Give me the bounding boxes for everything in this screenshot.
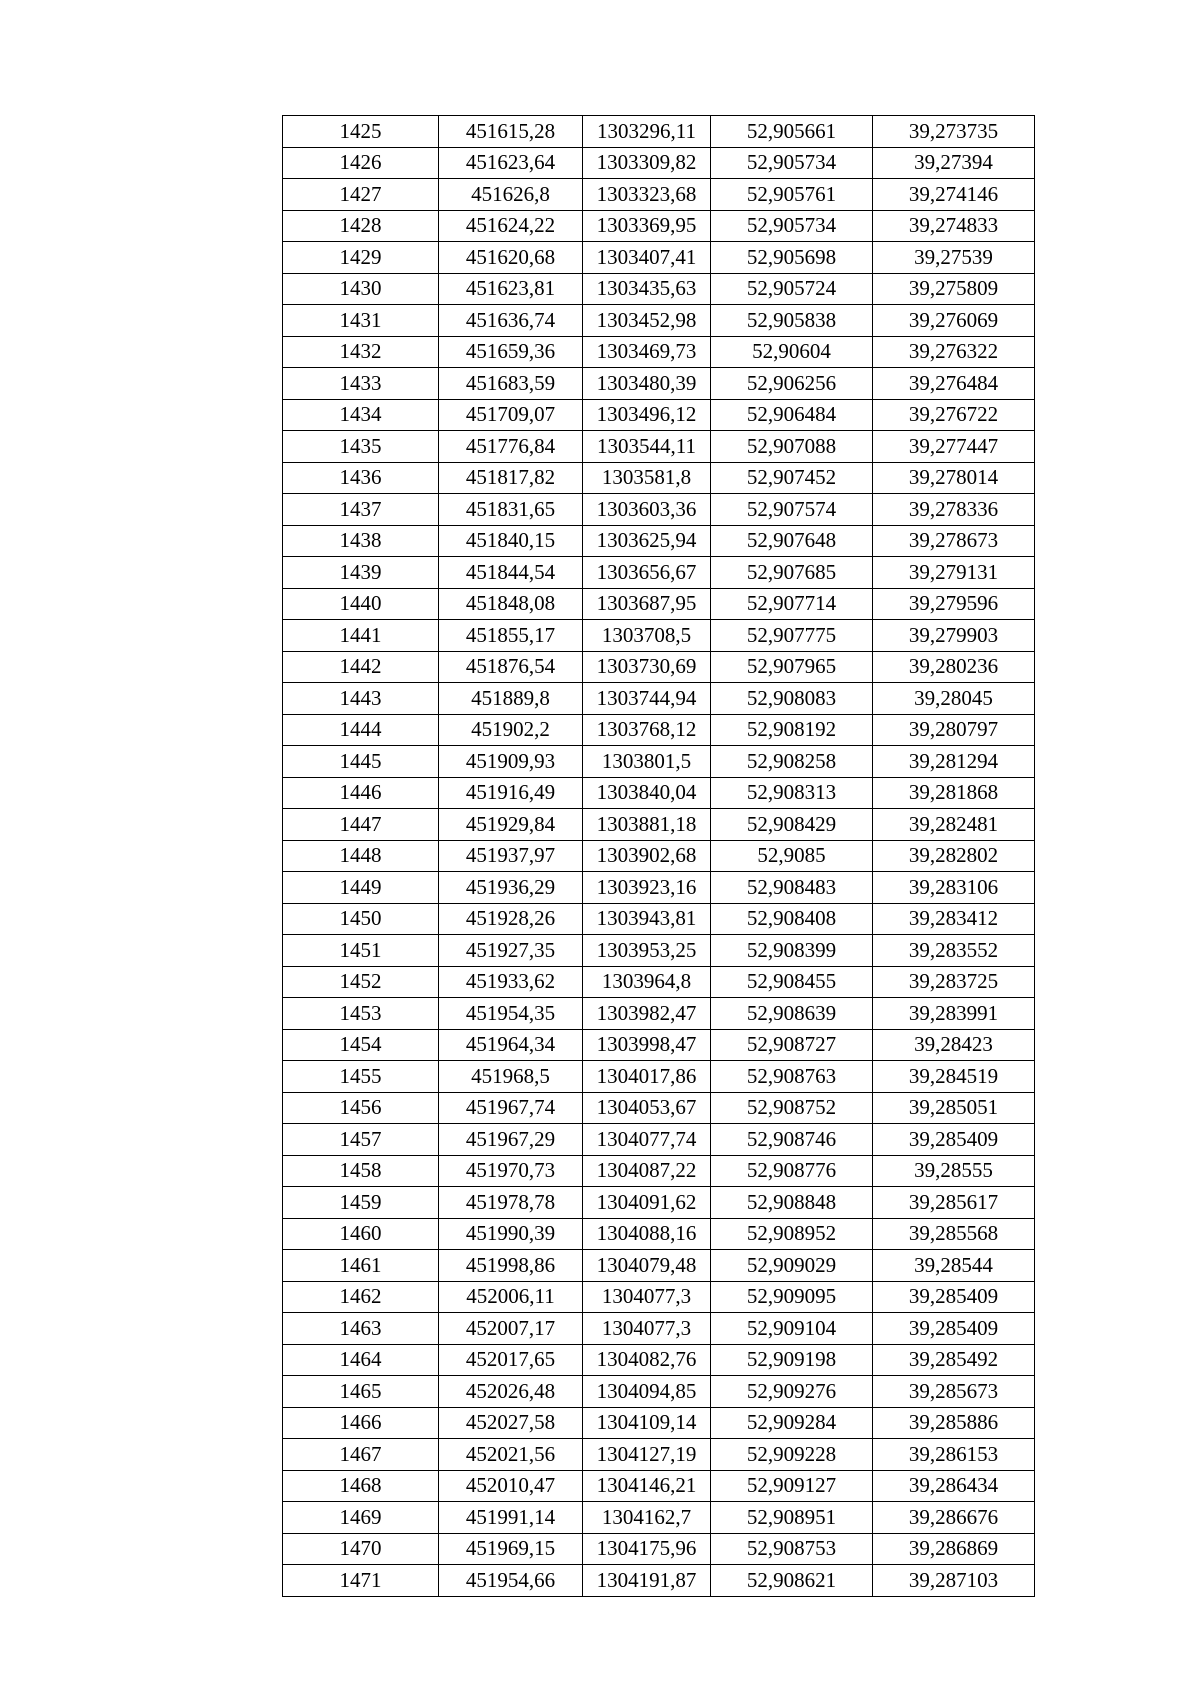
latitude-cell: 52,908752 — [711, 1092, 873, 1124]
point-number-cell: 1450 — [283, 903, 439, 935]
point-number-cell: 1469 — [283, 1502, 439, 1534]
x-coordinate-cell: 451623,64 — [439, 147, 583, 179]
x-coordinate-cell: 451615,28 — [439, 116, 583, 148]
latitude-cell: 52,906484 — [711, 399, 873, 431]
longitude-cell: 39,284519 — [873, 1061, 1035, 1093]
longitude-cell: 39,277447 — [873, 431, 1035, 463]
table-row — [283, 462, 1035, 494]
longitude-cell: 39,274146 — [873, 179, 1035, 211]
x-coordinate-cell: 451967,74 — [439, 1092, 583, 1124]
point-number-cell: 1451 — [283, 935, 439, 967]
point-number-cell: 1439 — [283, 557, 439, 589]
latitude-cell: 52,909198 — [711, 1344, 873, 1376]
point-number-cell: 1467 — [283, 1439, 439, 1471]
x-coordinate-cell: 451969,15 — [439, 1533, 583, 1565]
point-number-cell: 1445 — [283, 746, 439, 778]
x-coordinate-cell: 451776,84 — [439, 431, 583, 463]
point-number-cell: 1464 — [283, 1344, 439, 1376]
table-row — [283, 588, 1035, 620]
y-coordinate-cell: 1304087,22 — [583, 1155, 711, 1187]
x-coordinate-cell: 451840,15 — [439, 525, 583, 557]
y-coordinate-cell: 1303309,82 — [583, 147, 711, 179]
longitude-cell: 39,285568 — [873, 1218, 1035, 1250]
longitude-cell: 39,273735 — [873, 116, 1035, 148]
point-number-cell: 1431 — [283, 305, 439, 337]
x-coordinate-cell: 451623,81 — [439, 273, 583, 305]
table-row — [283, 1281, 1035, 1313]
point-number-cell: 1441 — [283, 620, 439, 652]
y-coordinate-cell: 1304053,67 — [583, 1092, 711, 1124]
x-coordinate-cell: 451624,22 — [439, 210, 583, 242]
longitude-cell: 39,28423 — [873, 1029, 1035, 1061]
point-number-cell: 1432 — [283, 336, 439, 368]
point-number-cell: 1468 — [283, 1470, 439, 1502]
point-number-cell: 1455 — [283, 1061, 439, 1093]
x-coordinate-cell: 451855,17 — [439, 620, 583, 652]
latitude-cell: 52,9085 — [711, 840, 873, 872]
table-row — [283, 336, 1035, 368]
table-row — [283, 1155, 1035, 1187]
longitude-cell: 39,283106 — [873, 872, 1035, 904]
x-coordinate-cell: 451844,54 — [439, 557, 583, 589]
table-row — [283, 903, 1035, 935]
point-number-cell: 1471 — [283, 1565, 439, 1597]
point-number-cell: 1442 — [283, 651, 439, 683]
latitude-cell: 52,909276 — [711, 1376, 873, 1408]
longitude-cell: 39,275809 — [873, 273, 1035, 305]
x-coordinate-cell: 451831,65 — [439, 494, 583, 526]
table-row — [283, 305, 1035, 337]
x-coordinate-cell: 451954,66 — [439, 1565, 583, 1597]
latitude-cell: 52,908429 — [711, 809, 873, 841]
table-row — [283, 147, 1035, 179]
table-row — [283, 116, 1035, 148]
point-number-cell: 1452 — [283, 966, 439, 998]
latitude-cell: 52,908192 — [711, 714, 873, 746]
point-number-cell: 1435 — [283, 431, 439, 463]
table-row — [283, 809, 1035, 841]
x-coordinate-cell: 451709,07 — [439, 399, 583, 431]
longitude-cell: 39,279131 — [873, 557, 1035, 589]
latitude-cell: 52,908258 — [711, 746, 873, 778]
x-coordinate-cell: 452007,17 — [439, 1313, 583, 1345]
point-number-cell: 1430 — [283, 273, 439, 305]
x-coordinate-cell: 451937,97 — [439, 840, 583, 872]
latitude-cell: 52,907714 — [711, 588, 873, 620]
point-number-cell: 1440 — [283, 588, 439, 620]
table-row — [283, 714, 1035, 746]
y-coordinate-cell: 1304077,3 — [583, 1281, 711, 1313]
y-coordinate-cell: 1303730,69 — [583, 651, 711, 683]
point-number-cell: 1438 — [283, 525, 439, 557]
point-number-cell: 1470 — [283, 1533, 439, 1565]
point-number-cell: 1447 — [283, 809, 439, 841]
latitude-cell: 52,909228 — [711, 1439, 873, 1471]
longitude-cell: 39,285051 — [873, 1092, 1035, 1124]
x-coordinate-cell: 451683,59 — [439, 368, 583, 400]
table-row — [283, 273, 1035, 305]
y-coordinate-cell: 1303840,04 — [583, 777, 711, 809]
y-coordinate-cell: 1303296,11 — [583, 116, 711, 148]
longitude-cell: 39,286434 — [873, 1470, 1035, 1502]
latitude-cell: 52,908455 — [711, 966, 873, 998]
table-row — [283, 399, 1035, 431]
table-row — [283, 1187, 1035, 1219]
y-coordinate-cell: 1304127,19 — [583, 1439, 711, 1471]
y-coordinate-cell: 1303435,63 — [583, 273, 711, 305]
latitude-cell: 52,906256 — [711, 368, 873, 400]
y-coordinate-cell: 1303323,68 — [583, 179, 711, 211]
latitude-cell: 52,908746 — [711, 1124, 873, 1156]
table-row — [283, 1029, 1035, 1061]
latitude-cell: 52,908951 — [711, 1502, 873, 1534]
table-row — [283, 1502, 1035, 1534]
table-row — [283, 1250, 1035, 1282]
latitude-cell: 52,907088 — [711, 431, 873, 463]
latitude-cell: 52,909095 — [711, 1281, 873, 1313]
x-coordinate-cell: 451928,26 — [439, 903, 583, 935]
longitude-cell: 39,276069 — [873, 305, 1035, 337]
longitude-cell: 39,279903 — [873, 620, 1035, 652]
latitude-cell: 52,909029 — [711, 1250, 873, 1282]
latitude-cell: 52,909104 — [711, 1313, 873, 1345]
longitude-cell: 39,276484 — [873, 368, 1035, 400]
x-coordinate-cell: 452010,47 — [439, 1470, 583, 1502]
longitude-cell: 39,276722 — [873, 399, 1035, 431]
y-coordinate-cell: 1303744,94 — [583, 683, 711, 715]
table-row — [283, 1061, 1035, 1093]
x-coordinate-cell: 451909,93 — [439, 746, 583, 778]
y-coordinate-cell: 1303998,47 — [583, 1029, 711, 1061]
latitude-cell: 52,905838 — [711, 305, 873, 337]
longitude-cell: 39,283991 — [873, 998, 1035, 1030]
point-number-cell: 1465 — [283, 1376, 439, 1408]
table-row — [283, 1565, 1035, 1597]
latitude-cell: 52,905734 — [711, 147, 873, 179]
point-number-cell: 1436 — [283, 462, 439, 494]
latitude-cell: 52,907965 — [711, 651, 873, 683]
latitude-cell: 52,908399 — [711, 935, 873, 967]
y-coordinate-cell: 1303544,11 — [583, 431, 711, 463]
x-coordinate-cell: 451954,35 — [439, 998, 583, 1030]
table-row — [283, 935, 1035, 967]
longitude-cell: 39,283552 — [873, 935, 1035, 967]
y-coordinate-cell: 1303881,18 — [583, 809, 711, 841]
x-coordinate-cell: 452006,11 — [439, 1281, 583, 1313]
point-number-cell: 1448 — [283, 840, 439, 872]
x-coordinate-cell: 451916,49 — [439, 777, 583, 809]
x-coordinate-cell: 452017,65 — [439, 1344, 583, 1376]
x-coordinate-cell: 451620,68 — [439, 242, 583, 274]
latitude-cell: 52,908639 — [711, 998, 873, 1030]
y-coordinate-cell: 1303407,41 — [583, 242, 711, 274]
longitude-cell: 39,281868 — [873, 777, 1035, 809]
y-coordinate-cell: 1303625,94 — [583, 525, 711, 557]
table-row — [283, 1124, 1035, 1156]
point-number-cell: 1449 — [283, 872, 439, 904]
x-coordinate-cell: 451990,39 — [439, 1218, 583, 1250]
x-coordinate-cell: 451848,08 — [439, 588, 583, 620]
longitude-cell: 39,28544 — [873, 1250, 1035, 1282]
point-number-cell: 1427 — [283, 179, 439, 211]
x-coordinate-cell: 451659,36 — [439, 336, 583, 368]
latitude-cell: 52,907452 — [711, 462, 873, 494]
latitude-cell: 52,907685 — [711, 557, 873, 589]
latitude-cell: 52,908848 — [711, 1187, 873, 1219]
x-coordinate-cell: 451968,5 — [439, 1061, 583, 1093]
x-coordinate-cell: 451998,86 — [439, 1250, 583, 1282]
x-coordinate-cell: 452027,58 — [439, 1407, 583, 1439]
table-row — [283, 1470, 1035, 1502]
table-row — [283, 1313, 1035, 1345]
longitude-cell: 39,276322 — [873, 336, 1035, 368]
longitude-cell: 39,285886 — [873, 1407, 1035, 1439]
y-coordinate-cell: 1304191,87 — [583, 1565, 711, 1597]
y-coordinate-cell: 1303953,25 — [583, 935, 711, 967]
coordinates-table-body — [283, 116, 1035, 1597]
table-row — [283, 1533, 1035, 1565]
point-number-cell: 1433 — [283, 368, 439, 400]
coordinates-table — [282, 115, 1035, 1597]
point-number-cell: 1446 — [283, 777, 439, 809]
latitude-cell: 52,909127 — [711, 1470, 873, 1502]
y-coordinate-cell: 1303480,39 — [583, 368, 711, 400]
latitude-cell: 52,908621 — [711, 1565, 873, 1597]
point-number-cell: 1428 — [283, 210, 439, 242]
y-coordinate-cell: 1303964,8 — [583, 966, 711, 998]
latitude-cell: 52,909284 — [711, 1407, 873, 1439]
point-number-cell: 1454 — [283, 1029, 439, 1061]
y-coordinate-cell: 1303656,67 — [583, 557, 711, 589]
longitude-cell: 39,286869 — [873, 1533, 1035, 1565]
point-number-cell: 1458 — [283, 1155, 439, 1187]
longitude-cell: 39,281294 — [873, 746, 1035, 778]
table-row — [283, 431, 1035, 463]
longitude-cell: 39,27539 — [873, 242, 1035, 274]
point-number-cell: 1463 — [283, 1313, 439, 1345]
latitude-cell: 52,907648 — [711, 525, 873, 557]
table-row — [283, 872, 1035, 904]
longitude-cell: 39,286676 — [873, 1502, 1035, 1534]
longitude-cell: 39,282802 — [873, 840, 1035, 872]
table-row — [283, 368, 1035, 400]
table-row — [283, 557, 1035, 589]
latitude-cell: 52,908753 — [711, 1533, 873, 1565]
y-coordinate-cell: 1304094,85 — [583, 1376, 711, 1408]
latitude-cell: 52,905724 — [711, 273, 873, 305]
longitude-cell: 39,283725 — [873, 966, 1035, 998]
x-coordinate-cell: 451933,62 — [439, 966, 583, 998]
y-coordinate-cell: 1303902,68 — [583, 840, 711, 872]
point-number-cell: 1434 — [283, 399, 439, 431]
table-row — [283, 1407, 1035, 1439]
y-coordinate-cell: 1304091,62 — [583, 1187, 711, 1219]
longitude-cell: 39,285673 — [873, 1376, 1035, 1408]
point-number-cell: 1425 — [283, 116, 439, 148]
table-row — [283, 651, 1035, 683]
longitude-cell: 39,286153 — [873, 1439, 1035, 1471]
x-coordinate-cell: 451964,34 — [439, 1029, 583, 1061]
point-number-cell: 1457 — [283, 1124, 439, 1156]
latitude-cell: 52,908408 — [711, 903, 873, 935]
x-coordinate-cell: 451927,35 — [439, 935, 583, 967]
x-coordinate-cell: 451902,2 — [439, 714, 583, 746]
latitude-cell: 52,905661 — [711, 116, 873, 148]
table-row — [283, 210, 1035, 242]
x-coordinate-cell: 451636,74 — [439, 305, 583, 337]
point-number-cell: 1466 — [283, 1407, 439, 1439]
table-row — [283, 746, 1035, 778]
y-coordinate-cell: 1304077,3 — [583, 1313, 711, 1345]
longitude-cell: 39,285409 — [873, 1124, 1035, 1156]
point-number-cell: 1456 — [283, 1092, 439, 1124]
table-row — [283, 1218, 1035, 1250]
point-number-cell: 1429 — [283, 242, 439, 274]
longitude-cell: 39,278014 — [873, 462, 1035, 494]
table-row — [283, 620, 1035, 652]
y-coordinate-cell: 1303369,95 — [583, 210, 711, 242]
y-coordinate-cell: 1303708,5 — [583, 620, 711, 652]
y-coordinate-cell: 1303801,5 — [583, 746, 711, 778]
latitude-cell: 52,908483 — [711, 872, 873, 904]
latitude-cell: 52,905698 — [711, 242, 873, 274]
point-number-cell: 1462 — [283, 1281, 439, 1313]
y-coordinate-cell: 1304082,76 — [583, 1344, 711, 1376]
longitude-cell: 39,287103 — [873, 1565, 1035, 1597]
latitude-cell: 52,90604 — [711, 336, 873, 368]
x-coordinate-cell: 451889,8 — [439, 683, 583, 715]
longitude-cell: 39,28045 — [873, 683, 1035, 715]
table-row — [283, 179, 1035, 211]
point-number-cell: 1443 — [283, 683, 439, 715]
y-coordinate-cell: 1304079,48 — [583, 1250, 711, 1282]
point-number-cell: 1426 — [283, 147, 439, 179]
y-coordinate-cell: 1304162,7 — [583, 1502, 711, 1534]
y-coordinate-cell: 1304017,86 — [583, 1061, 711, 1093]
x-coordinate-cell: 451626,8 — [439, 179, 583, 211]
longitude-cell: 39,280797 — [873, 714, 1035, 746]
table-row — [283, 494, 1035, 526]
latitude-cell: 52,905761 — [711, 179, 873, 211]
y-coordinate-cell: 1303452,98 — [583, 305, 711, 337]
point-number-cell: 1461 — [283, 1250, 439, 1282]
point-number-cell: 1437 — [283, 494, 439, 526]
y-coordinate-cell: 1304175,96 — [583, 1533, 711, 1565]
y-coordinate-cell: 1303469,73 — [583, 336, 711, 368]
x-coordinate-cell: 451967,29 — [439, 1124, 583, 1156]
longitude-cell: 39,28555 — [873, 1155, 1035, 1187]
y-coordinate-cell: 1303603,36 — [583, 494, 711, 526]
latitude-cell: 52,908083 — [711, 683, 873, 715]
x-coordinate-cell: 451978,78 — [439, 1187, 583, 1219]
table-row — [283, 683, 1035, 715]
y-coordinate-cell: 1303581,8 — [583, 462, 711, 494]
table-row — [283, 998, 1035, 1030]
latitude-cell: 52,907574 — [711, 494, 873, 526]
x-coordinate-cell: 452021,56 — [439, 1439, 583, 1471]
x-coordinate-cell: 451970,73 — [439, 1155, 583, 1187]
latitude-cell: 52,908313 — [711, 777, 873, 809]
longitude-cell: 39,279596 — [873, 588, 1035, 620]
y-coordinate-cell: 1304077,74 — [583, 1124, 711, 1156]
latitude-cell: 52,908727 — [711, 1029, 873, 1061]
longitude-cell: 39,274833 — [873, 210, 1035, 242]
latitude-cell: 52,905734 — [711, 210, 873, 242]
y-coordinate-cell: 1303687,95 — [583, 588, 711, 620]
table-row — [283, 1092, 1035, 1124]
x-coordinate-cell: 452026,48 — [439, 1376, 583, 1408]
x-coordinate-cell: 451817,82 — [439, 462, 583, 494]
latitude-cell: 52,908952 — [711, 1218, 873, 1250]
x-coordinate-cell: 451876,54 — [439, 651, 583, 683]
point-number-cell: 1459 — [283, 1187, 439, 1219]
y-coordinate-cell: 1304109,14 — [583, 1407, 711, 1439]
table-row — [283, 840, 1035, 872]
y-coordinate-cell: 1303768,12 — [583, 714, 711, 746]
latitude-cell: 52,907775 — [711, 620, 873, 652]
y-coordinate-cell: 1303496,12 — [583, 399, 711, 431]
x-coordinate-cell: 451929,84 — [439, 809, 583, 841]
longitude-cell: 39,27394 — [873, 147, 1035, 179]
table-row — [283, 1344, 1035, 1376]
table-row — [283, 1376, 1035, 1408]
point-number-cell: 1453 — [283, 998, 439, 1030]
longitude-cell: 39,283412 — [873, 903, 1035, 935]
latitude-cell: 52,908776 — [711, 1155, 873, 1187]
table-row — [283, 242, 1035, 274]
longitude-cell: 39,285492 — [873, 1344, 1035, 1376]
longitude-cell: 39,285409 — [873, 1313, 1035, 1345]
table-row — [283, 777, 1035, 809]
table-row — [283, 966, 1035, 998]
longitude-cell: 39,282481 — [873, 809, 1035, 841]
y-coordinate-cell: 1303943,81 — [583, 903, 711, 935]
latitude-cell: 52,908763 — [711, 1061, 873, 1093]
y-coordinate-cell: 1303923,16 — [583, 872, 711, 904]
longitude-cell: 39,278336 — [873, 494, 1035, 526]
x-coordinate-cell: 451936,29 — [439, 872, 583, 904]
table-row — [283, 1439, 1035, 1471]
table-row — [283, 525, 1035, 557]
x-coordinate-cell: 451991,14 — [439, 1502, 583, 1534]
y-coordinate-cell: 1304088,16 — [583, 1218, 711, 1250]
longitude-cell: 39,280236 — [873, 651, 1035, 683]
y-coordinate-cell: 1303982,47 — [583, 998, 711, 1030]
point-number-cell: 1444 — [283, 714, 439, 746]
point-number-cell: 1460 — [283, 1218, 439, 1250]
longitude-cell: 39,285409 — [873, 1281, 1035, 1313]
y-coordinate-cell: 1304146,21 — [583, 1470, 711, 1502]
longitude-cell: 39,285617 — [873, 1187, 1035, 1219]
longitude-cell: 39,278673 — [873, 525, 1035, 557]
